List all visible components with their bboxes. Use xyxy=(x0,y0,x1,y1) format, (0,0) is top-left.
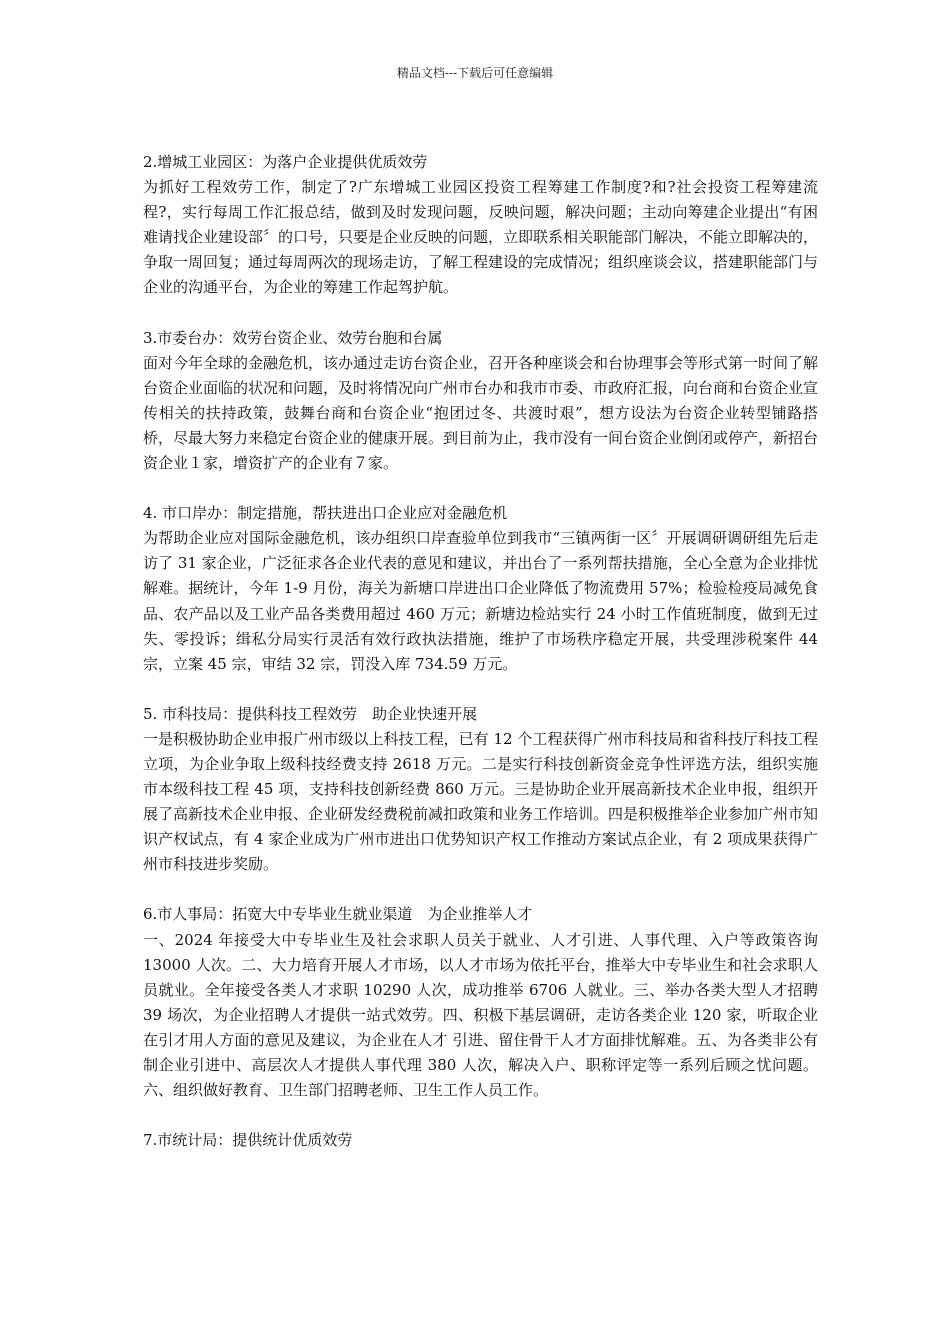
section-paragraph: 一、2024 年接受大中专毕业生及社会求职人员关于就业、人才引进、人事代理、入户等政策咨询 13000 人次。二、大力培育开展人才市场，以人才市场为依托平台，推举大中专毕业生和社会求职人员就业。全年接受各类人才求职 10290 人次，成功推举 6706 人就业。三、举办各类大型人才招聘 39 场次，为企业招聘人才提供一站式效劳。四、积极下基层调研，走访各类企业 120 家，听取企业在引才用人方面的意见及建议，为企业在人才 引进、留住骨干人才方面排忧解难。五、为各类非公有制企业引进中、高层次人才提供人事代理 380 人次，解决入户、职称评定等一系列后顾之忧问题。六、组织做好教育、卫生部门招聘老师、卫生工作人员工作。 xyxy=(143,930,818,1100)
section-industrial-park xyxy=(143,150,818,301)
section-paragraph: 为帮助企业应对国际金融危机，该办组织口岸查验单位到我市“三镇两街一区〞开展调研调研组先后走访了 31 家企业，广泛征求各企业代表的意见和建议，并出台了一系列帮扶措施，全心全意为企业排忧解难。据统计，今年 1-9 月份，海关为新塘口岸进出口企业降低了物流费用 57%；检验检疫局减免食品、农产品以及工业产品各类费用超过 460 万元；新塘边检站实行 24 小时工作值班制度，做到无过失、零投诉；缉私分局实行灵活有效行政执法措施，维护了市场秩序稳定开展，共受理涉税案件 44 宗，立案 45 宗，审结 32 宗，罚没入库 734.59 万元。 xyxy=(143,529,818,673)
section-heading: 5. 市科技局：提供科技工程效劳 助企业快速开展 xyxy=(143,704,478,723)
section-heading: 3.市委台办：效劳台资企业、效劳台胞和台属 xyxy=(143,328,443,347)
section-personnel-bureau xyxy=(143,902,818,1103)
document-body xyxy=(143,150,818,1178)
section-statistics-bureau xyxy=(143,1128,818,1153)
section-taiwan-office xyxy=(143,326,818,477)
section-heading: 2.增城工业园区：为落户企业提供优质效劳 xyxy=(143,153,428,171)
section-paragraph: 一是积极协助企业申报广州市级以上科技工程，已有 12 个工程获得广州市科技局和省科技厅科技工程立项，为企业争取上级科技经费支持 2618 万元。二是实行科技创新资金竞争性评选方法，组织实施市本级科技工程 45 项，支持科技创新经费 860 万元。三是协助企业开展高新技术企业申报，组织开展了高新技术企业申报、企业研发经费税前减扣政策和业务工作培训。四是积极推举企业参加广州市知识产权试点，有 4 家企业成为广州市进出口优势知识产权工作推动方案试点企业，有 2 项成果获得广州市科技进步奖励。 xyxy=(143,729,819,874)
section-science-bureau xyxy=(143,702,818,878)
section-heading: 6.市人事局：拓宽大中专毕业生就业渠道 为企业推举人才 xyxy=(143,905,533,924)
page-header: 精品文档---下载后可任意编辑 xyxy=(396,66,554,80)
section-heading: 4. 市口岸办：制定措施，帮扶进出口企业应对金融危机 xyxy=(143,504,508,523)
section-heading: 7.市统计局：提供统计优质效劳 xyxy=(143,1131,353,1150)
section-paragraph: 面对今年全球的金融危机，该办通过走访台资企业，召开各种座谈会和台协理事会等形式第一时间了解台资企业面临的状况和问题，及时将情况向广州市台办和我市市委、市政府汇报，向台商和台资企业宣传相关的扶持政策，鼓舞台商和台资企业“抱团过冬、共渡时艰”，想方设法为台资企业转型铺路搭桥，尽最大努力来稳定台资企业的健康开展。到目前为止，我市没有一间台资企业倒闭或停产，新招台资企业１家，增资扩产的企业有７家。 xyxy=(143,353,819,473)
section-paragraph: 为抓好工程效劳工作，制定了?广东增城工业园区投资工程筹建工作制度?和?社会投资工程筹建流程?，实行每周工作汇报总结，做到及时发现问题，反映问题，解决问题；主动向筹建企业提出“有困难请找企业建设部〞的口号，只要是企业反映的问题，立即联系相关职能部门解决，不能立即解决的，争取一周回复；通过每周两次的现场走访，了解工程建设的完成情况；组织座谈会议，搭建职能部门与企业的沟通平台，为企业的筹建工作起驾护航。 xyxy=(143,178,819,297)
section-port-office xyxy=(143,501,818,677)
